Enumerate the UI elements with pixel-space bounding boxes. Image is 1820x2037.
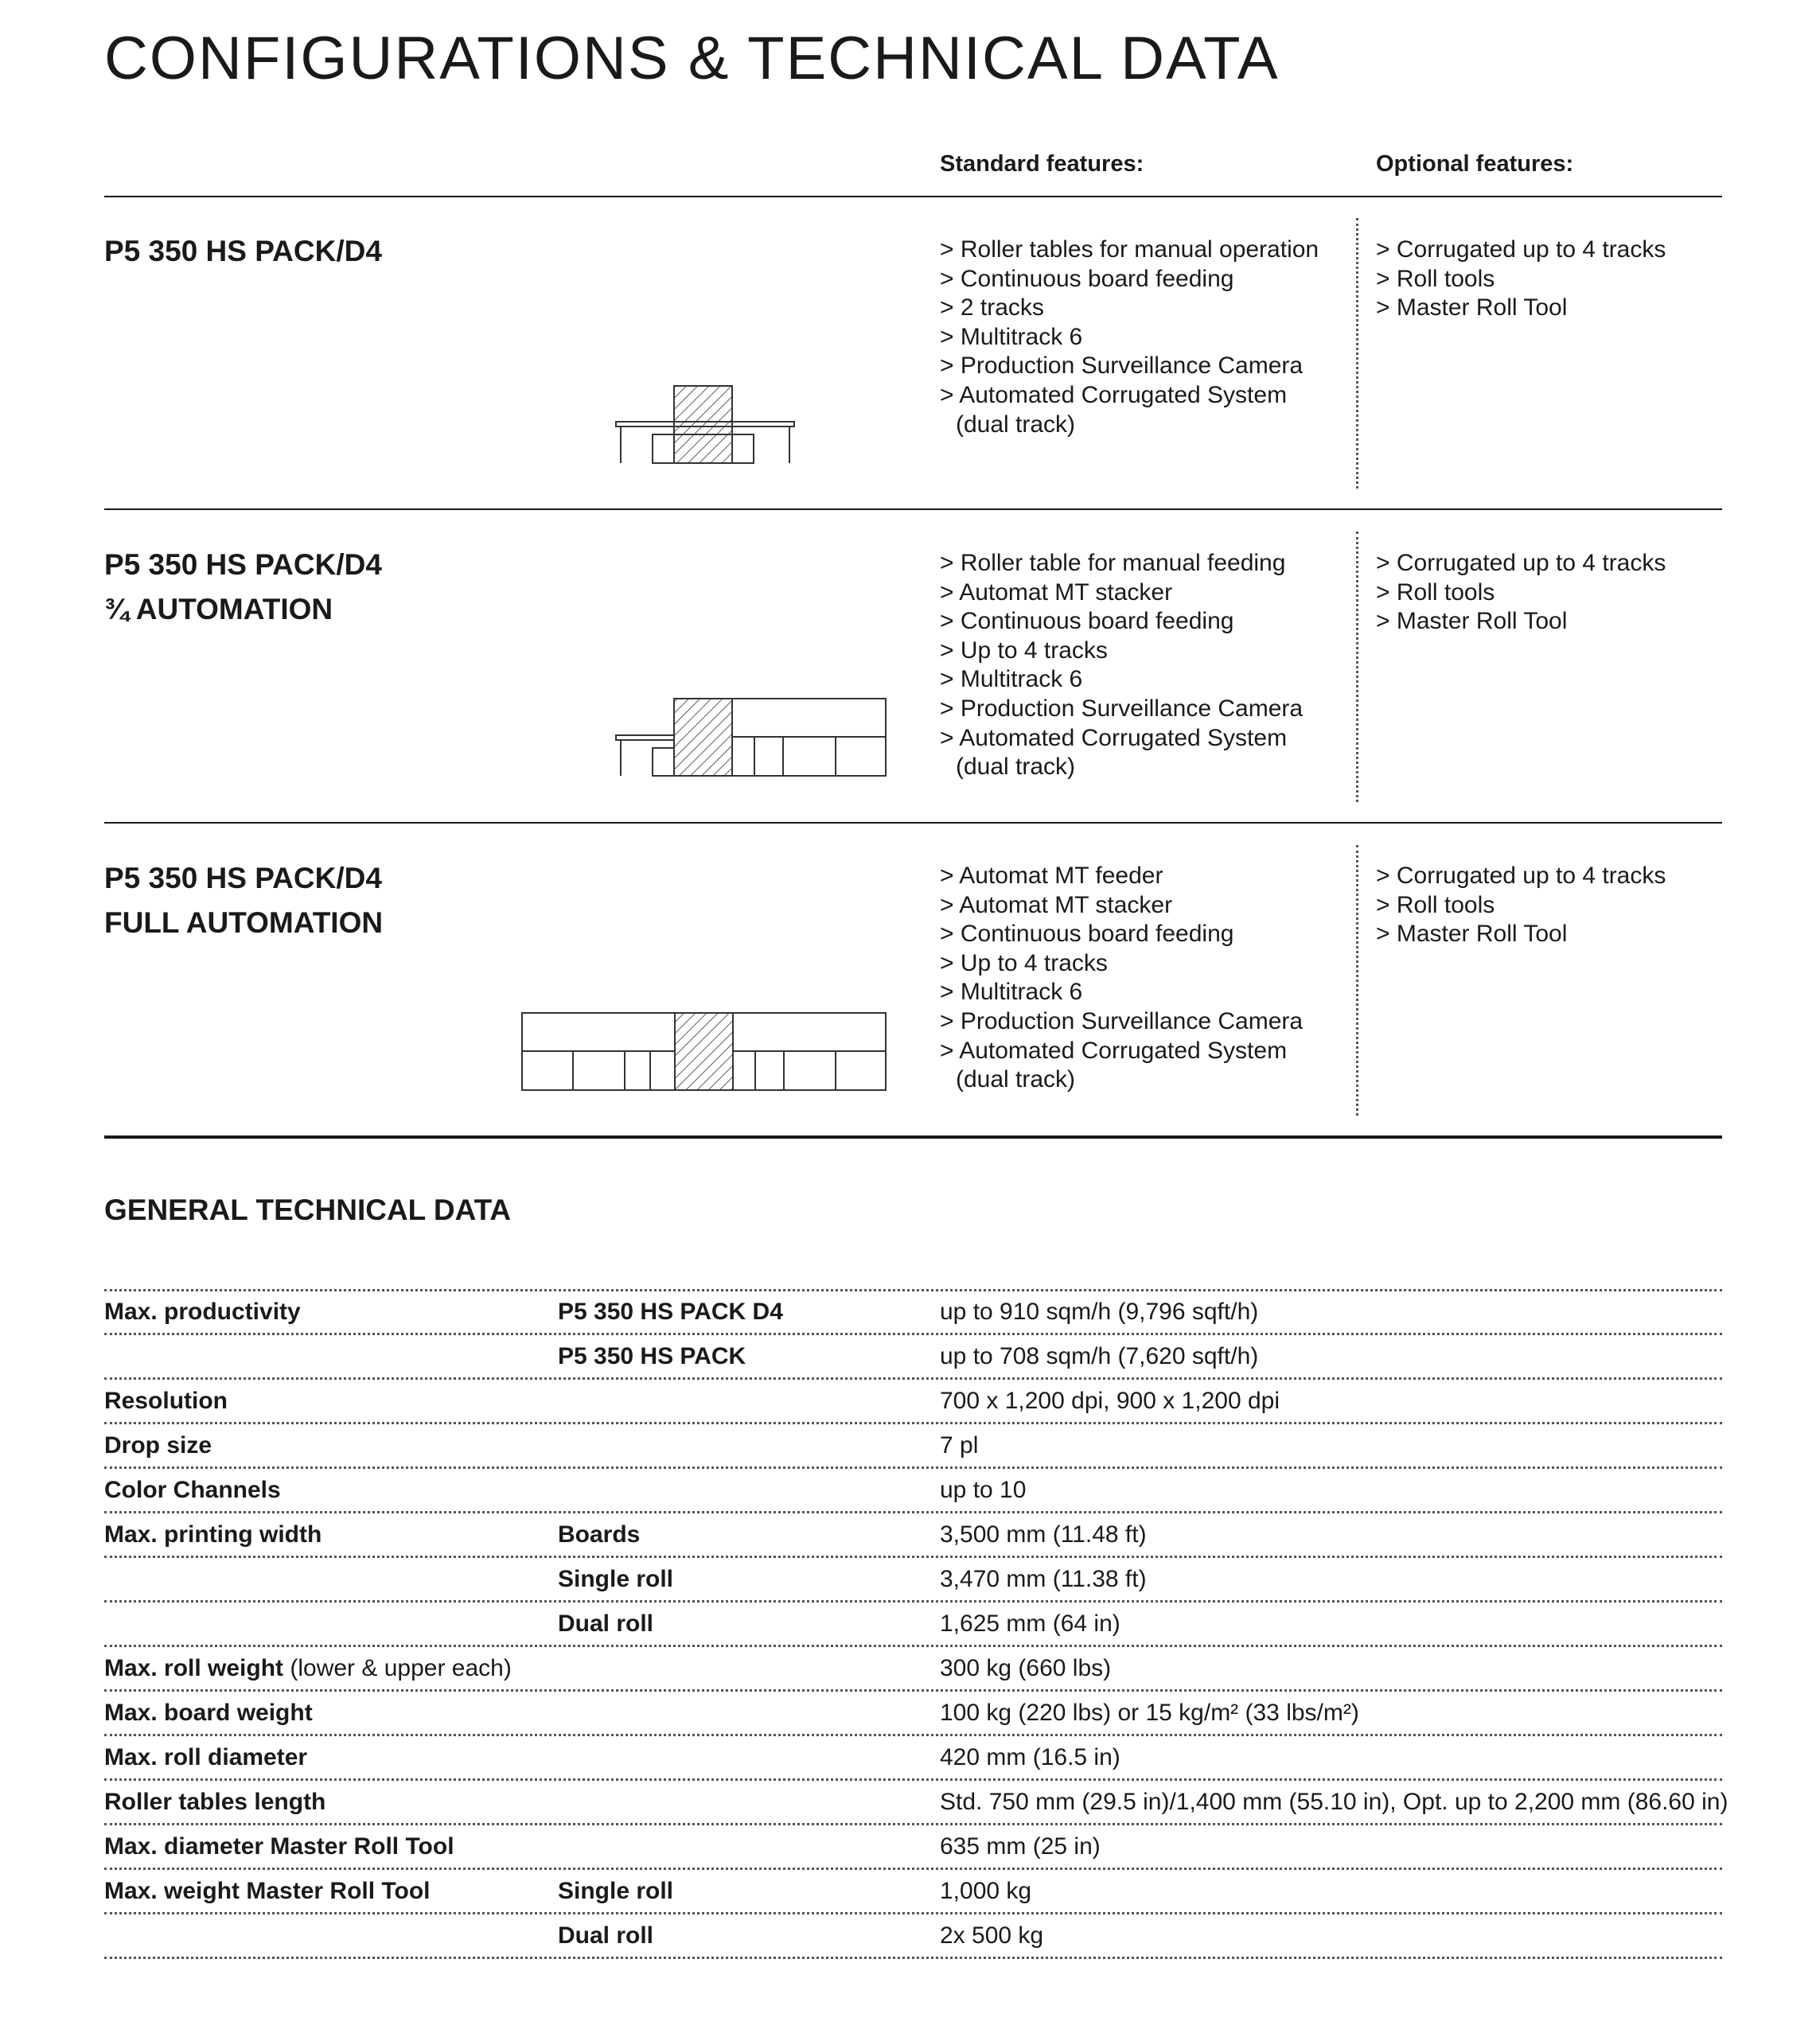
spec-label: [104, 1744, 307, 1771]
spec-label: [104, 1833, 454, 1860]
table-row: [104, 1558, 1722, 1603]
spec-label: [104, 1299, 301, 1326]
standard-features-list: [940, 549, 1303, 782]
spec-value: 1,625 mm (64 in): [940, 1611, 1120, 1637]
feature-item: > 2 tracks: [940, 294, 1044, 321]
spec-label: [104, 1521, 322, 1548]
config-name: [104, 543, 382, 632]
table-row: [104, 1603, 1722, 1647]
spec-label: [104, 1388, 228, 1415]
table-row: [104, 1781, 1728, 1825]
feature-item: > Continuous board feeding: [940, 608, 1234, 635]
feature-item: > Roller table for manual feeding: [940, 550, 1286, 576]
config-name: [104, 229, 382, 274]
config-name-line1: P5 350 HS PACK/D4: [104, 548, 382, 581]
feature-item: > Roll tools: [1376, 265, 1495, 292]
optional-features-list: [1376, 549, 1666, 637]
feature-item: (dual track): [956, 1066, 1076, 1093]
spec-value: 1,000 kg: [940, 1878, 1032, 1904]
spec-label-text: Max. roll weight: [104, 1655, 284, 1681]
feature-item: > Corrugated up to 4 tracks: [1376, 863, 1666, 889]
feature-item: > Roller tables for manual operation: [940, 236, 1319, 263]
feature-item: > Up to 4 tracks: [940, 949, 1108, 976]
section-divider: [104, 508, 1722, 510]
spec-label: [104, 1655, 512, 1682]
config-name-line2: FULL AUTOMATION: [104, 906, 384, 939]
standard-features-heading: Standard features:: [940, 151, 1144, 177]
standard-features-list: [940, 236, 1319, 439]
optional-features-heading: Optional features:: [1376, 151, 1574, 177]
column-separator: [1356, 218, 1358, 489]
feature-item: > Production Surveillance Camera: [940, 1007, 1304, 1034]
feature-item: > Multitrack 6: [940, 323, 1083, 350]
spec-value: up to 708 sqm/h (7,620 sqft/h): [940, 1343, 1259, 1369]
spec-value: 7 pl: [940, 1432, 979, 1459]
feature-item: > Master Roll Tool: [1376, 608, 1568, 635]
spec-label-text: Max. board weight: [104, 1700, 313, 1726]
spec-sublabel: Dual roll: [558, 1611, 654, 1637]
table-row: [104, 1291, 1722, 1335]
column-separator: [1356, 532, 1358, 802]
feature-item: > Automat MT stacker: [940, 578, 1173, 606]
feature-item: > Automat MT feeder: [940, 863, 1163, 889]
page-title: CONFIGURATIONS & TECHNICAL DATA: [104, 25, 1280, 92]
spec-label: [104, 1878, 430, 1905]
table-row: [104, 1335, 1722, 1380]
spec-label-text: Color Channels: [104, 1477, 281, 1503]
feature-item: > Roll tools: [1376, 891, 1495, 918]
header-divider: [104, 196, 1722, 197]
spec-value: 635 mm (25 in): [940, 1833, 1101, 1860]
spec-label: [104, 1432, 212, 1459]
config-name-line1: P5 350 HS PACK/D4: [104, 235, 382, 267]
feature-item: > Automat MT stacker: [940, 891, 1173, 918]
feature-item: (dual track): [956, 754, 1076, 781]
table-row: [104, 1736, 1722, 1781]
feature-item: > Up to 4 tracks: [940, 637, 1108, 664]
feature-item: > Master Roll Tool: [1376, 294, 1568, 321]
spec-value: up to 10: [940, 1477, 1027, 1503]
section-divider: [104, 822, 1722, 824]
feature-item: > Automated Corrugated System: [940, 724, 1288, 751]
table-row: [104, 1692, 1722, 1736]
spec-label-text: Drop size: [104, 1432, 212, 1459]
spec-sublabel: P5 350 HS PACK: [558, 1343, 746, 1369]
table-row: [104, 1647, 1722, 1692]
spec-label-text: Resolution: [104, 1388, 228, 1414]
spec-value: 700 x 1,200 dpi, 900 x 1,200 dpi: [940, 1388, 1280, 1414]
table-row: [104, 1914, 1722, 1959]
spec-value: 420 mm (16.5 in): [940, 1744, 1120, 1770]
table-row: [104, 1469, 1722, 1513]
spec-label-text: Max. diameter Master Roll Tool: [104, 1833, 454, 1860]
spec-sublabel: Dual roll: [558, 1922, 654, 1949]
spec-label-text: Max. printing width: [104, 1521, 322, 1548]
config-name-line1: P5 350 HS PACK/D4: [104, 862, 382, 894]
feature-item: > Multitrack 6: [940, 666, 1083, 693]
table-row: [104, 1825, 1722, 1870]
optional-features-list: [1376, 236, 1666, 323]
feature-item: > Corrugated up to 4 tracks: [1376, 236, 1666, 263]
spec-label-note: (lower & upper each): [283, 1655, 512, 1681]
feature-item: > Production Surveillance Camera: [940, 352, 1304, 380]
spec-value: up to 910 sqm/h (9,796 sqft/h): [940, 1299, 1259, 1325]
table-row: [104, 1513, 1722, 1558]
feature-item: > Master Roll Tool: [1376, 921, 1568, 948]
feature-item: > Continuous board feeding: [940, 265, 1234, 292]
spec-label: [104, 1477, 281, 1504]
spec-value: 2x 500 kg: [940, 1922, 1044, 1949]
spec-sublabel: Single roll: [558, 1878, 674, 1904]
feature-item: > Continuous board feeding: [940, 921, 1234, 948]
section-divider-bold: [104, 1135, 1722, 1139]
spec-label: [104, 1700, 313, 1727]
feature-item: > Production Surveillance Camera: [940, 695, 1304, 722]
technical-data-table: [104, 1291, 1728, 1959]
feature-item: > Automated Corrugated System: [940, 1037, 1288, 1064]
machine-drawing: [519, 1009, 890, 1093]
general-technical-data-heading: GENERAL TECHNICAL DATA: [104, 1194, 512, 1226]
standard-features-list: [940, 862, 1303, 1095]
feature-item: > Roll tools: [1376, 578, 1495, 606]
machine-drawing: [613, 380, 804, 468]
spec-label-text: Max. roll diameter: [104, 1744, 308, 1770]
feature-item: (dual track): [956, 411, 1076, 438]
spec-sublabel: Single roll: [558, 1566, 674, 1592]
spec-value: 100 kg (220 lbs) or 15 kg/m² (33 lbs/m²): [940, 1700, 1359, 1726]
spec-label: [104, 1789, 325, 1816]
spec-label-text: Roller tables length: [104, 1789, 326, 1815]
feature-item: > Multitrack 6: [940, 979, 1083, 1006]
table-row: [104, 1870, 1722, 1914]
config-name-line2: ¾ AUTOMATION: [104, 593, 333, 625]
spec-value: 3,470 mm (11.38 ft): [940, 1566, 1147, 1592]
spec-value: 3,500 mm (11.48 ft): [940, 1521, 1147, 1548]
spec-value: Std. 750 mm (29.5 in)/1,400 mm (55.10 in), Opt. up to 2,200 mm (86.60 in): [940, 1789, 1728, 1815]
optional-features-list: [1376, 862, 1666, 949]
spec-sublabel: P5 350 HS PACK D4: [558, 1299, 783, 1325]
feature-item: > Corrugated up to 4 tracks: [1376, 550, 1666, 576]
spec-value: 300 kg (660 lbs): [940, 1655, 1112, 1681]
config-name: [104, 856, 383, 945]
spec-sublabel: Boards: [558, 1521, 641, 1548]
spec-label-text: Max. weight Master Roll Tool: [104, 1878, 431, 1904]
feature-item: > Automated Corrugated System: [940, 381, 1288, 408]
spec-label-text: Max. productivity: [104, 1299, 301, 1325]
column-separator: [1356, 845, 1358, 1116]
table-row: [104, 1424, 1722, 1469]
table-row: [104, 1380, 1722, 1424]
machine-drawing: [613, 695, 891, 780]
